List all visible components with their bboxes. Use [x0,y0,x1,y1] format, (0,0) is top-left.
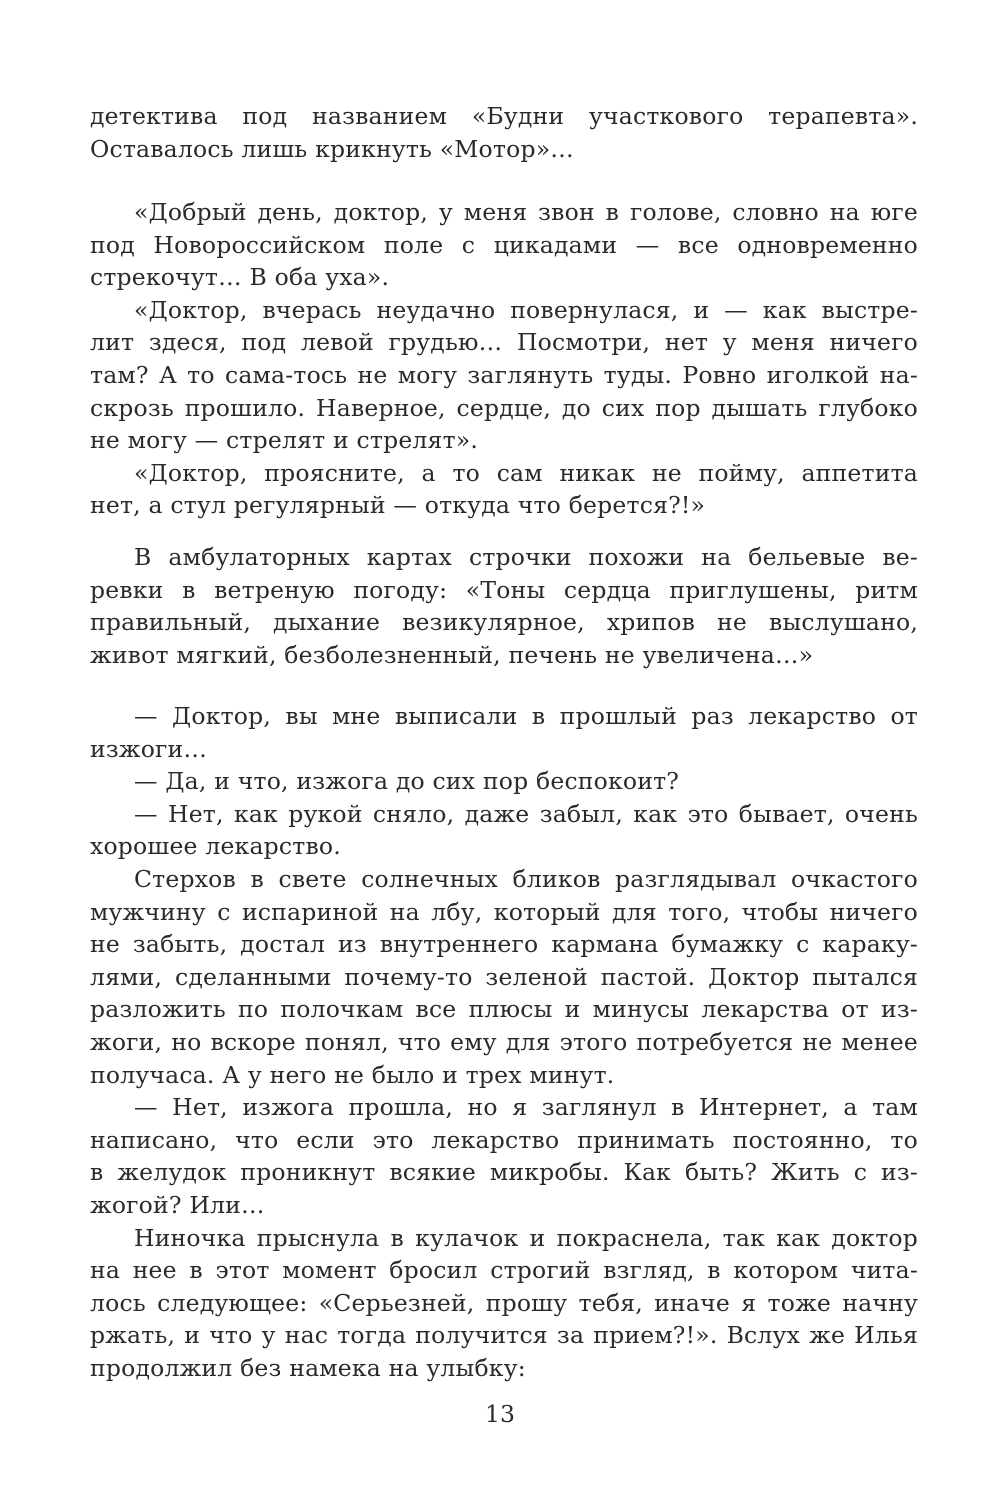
text-line: лит здеся, под левой грудью… Посмотри, нет у меня ничего [90,328,918,357]
text-line: стрекочут… В оба уха». [90,263,390,292]
text-line: хорошее лекарство. [90,832,341,861]
text-line: — Доктор, вы мне выписали в прошлый раз лекарство от [134,702,918,730]
text-line: — Нет, как рукой сняло, даже забыл, как это бывает, очень [134,799,918,828]
text-line: нет, а стул регулярный — откуда что берется?!» [90,491,706,520]
text-line: не забыть, достал из внутреннего кармана бумажку с караку- [90,930,918,959]
text-block-dialogue [90,700,918,1384]
text-line: «Доктор, проясните, а то сам никак не пойму, аппетита [134,458,918,487]
text-line: мужчину с испариной на лбу, который для того, чтобы ничего [90,897,918,926]
text-line: на нее в этот момент бросил строгий взгляд, в котором чита- [90,1256,918,1285]
text-line: — Нет, изжога прошла, но я заглянул в Интернет, а там [134,1093,918,1122]
text-line: — Да, и что, изжога до сих пор беспокоит? [134,767,680,796]
text-line: в желудок проникнут всякие микробы. Как быть? Жить с из- [90,1158,918,1187]
text-line: живот мягкий, безболезненный, печень не увеличена…» [90,640,814,669]
text-line: Оставалось лишь крикнуть «Мотор»… [90,134,574,163]
text-line: изжоги… [90,734,208,763]
text-line: не могу — стрелят и стрелят». [90,426,479,455]
text-line: там? А то сама-тось не могу заглянуть туды. Ровно иголкой на- [90,360,918,389]
text-block-patient-complaints [90,196,918,522]
text-line: ревки в ветреную погоду: «Тоны сердца приглушены, ритм [90,575,918,604]
text-line: лось следующее: «Серьезней, прошу тебя, иначе я тоже начну [90,1288,918,1317]
text-line: скрозь прошило. Наверное, сердце, до сих пор дышать глубоко [90,393,918,422]
text-line: разложить по полочкам все плюсы и минусы лекарства от из- [90,995,918,1024]
text-line: ржать, и что у нас тогда получится за прием?!». Вслух же Илья [90,1321,918,1350]
text-line: «Доктор, вчерась неудачно повернулася, и — как выстре- [134,295,918,324]
text-line: В амбулаторных картах строчки похожи на бельевые ве- [134,543,918,571]
text-line: «Добрый день, доктор, у меня звон в голове, словно на юге [134,198,918,226]
text-line: жогой? Или… [90,1190,265,1219]
text-line: правильный, дыхание везикулярное, хрипов не выслушано, [90,608,918,637]
text-line: Стерхов в свете солнечных бликов разглядывал очкастого [134,864,918,893]
text-line: продолжил без намека на улыбку: [90,1353,526,1382]
text-line: получаса. А у него не было и трех минут. [90,1060,615,1089]
text-block-intro [90,100,918,165]
text-line: лями, сделанными почему-то зеленой пастой. Доктор пытался [90,962,918,991]
text-line: Ниночка прыснула в кулачок и покраснела, так как доктор [134,1223,918,1252]
text-line: написано, что если это лекарство принимать постоянно, то [90,1125,918,1154]
text-line: жоги, но вскоре понял, что ему для этого потребуется не менее [90,1027,918,1056]
text-block-ambulatory-cards [90,541,918,671]
text-line: детектива под названием «Будни участкового терапевта». [90,102,918,130]
text-line: под Новороссийском поле с цикадами — все одновременно [90,230,918,259]
page-number: 13 [485,1400,515,1428]
